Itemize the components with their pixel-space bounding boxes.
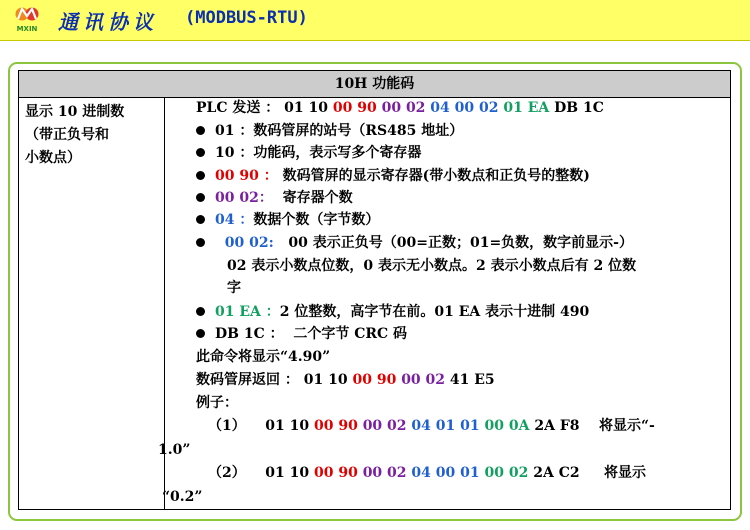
byte: 02 [405,100,426,116]
plc-send-line [196,98,604,118]
byte: 02 [387,418,407,434]
byte: 00 [313,465,334,481]
page-title: 通讯协议 [58,10,158,34]
byte: 04 [411,418,431,434]
byte: 41 [449,372,470,388]
plc-send-label: PLC 发送 ： [196,100,280,116]
byte: C2 [558,465,580,481]
bullet-icon [196,193,205,202]
bullet-item [196,210,379,230]
bullet-text: 功能码，表示写多个寄存器 [253,145,422,161]
byte: 01 [460,418,480,434]
table-header: 10H 功能码 [19,71,730,98]
byte: 00 [454,100,475,116]
byte: 01 [303,372,324,388]
example-label: 例子： [196,395,238,411]
byte: 02 [387,465,407,481]
reply-label: 数码管屏返回 ： [196,372,299,388]
bullet-code: 10 ： [215,145,254,161]
byte: 1C [583,100,604,116]
byte: 00 [484,465,504,481]
byte: 10 [289,418,310,434]
row-label-line: 显示 10 进制数 [25,104,125,120]
row-label [25,101,161,170]
bullet-code: 00 02: [224,235,274,251]
byte: 00 [381,100,402,116]
bullet-item [196,302,589,322]
example-text: 将显示“- [599,418,655,434]
bullet-code: 04 ： [215,212,254,228]
byte: 0A [508,418,530,434]
bullet-item [196,166,590,186]
bullet-text: 数码管屏的站号（RS485 地址） [253,123,464,139]
byte: 00 [484,418,504,434]
bullet-icon [196,307,205,316]
byte: 90 [376,372,397,388]
byte: 01 [265,418,285,434]
logo-text: MXIN [16,25,38,33]
example-number: （2） [208,465,246,481]
bullet-item [196,188,353,208]
byte: 01 [435,418,456,434]
byte: EA [527,100,550,116]
logo [12,4,42,36]
logo-icon [15,4,39,24]
byte: 2A [533,465,554,481]
byte: 01 [265,465,285,481]
byte: 90 [338,418,358,434]
bullet-text: 二个字节 CRC 码 [293,326,408,342]
example-text: 将显示 [603,465,646,481]
bullet-code: 00 90 ： [215,168,278,184]
bullet-text: 00 表示正负号（00=正数；01=负数，数字前显示-） [288,235,633,251]
byte: 01 [460,465,480,481]
byte: 00 [332,100,353,116]
reply-line [196,370,495,390]
page-subtitle: (MODBUS-RTU) [185,8,308,28]
example-2-continuation: “0.2” [162,489,203,505]
byte: 2A [534,418,555,434]
byte: F8 [559,418,580,434]
bullet-code: DB 1C ： [215,326,284,342]
bullet-item [196,143,421,163]
example-number: （1） [208,418,246,434]
bullet-icon [196,148,205,157]
byte: 02 [508,465,529,481]
byte: DB [554,100,579,116]
row-label-line: 小数点） [25,150,81,166]
byte: 01 [284,100,304,116]
bullet-code: 00 02： [215,190,273,206]
byte: 00 [313,418,334,434]
bullet-continuation: 02 表示小数点位数，0 表示无小数点。2 表示小数点后有 2 位数 [227,258,637,274]
bullet-code: 01 EA ： [215,304,280,320]
bullet-text: 数据个数（字节数） [253,212,380,228]
byte: 00 [362,465,383,481]
byte: 04 [430,100,450,116]
byte: 02 [479,100,499,116]
bullet-text: 寄存器个数 [282,190,353,206]
byte: 90 [338,465,358,481]
byte: 01 [503,100,523,116]
header-bar [0,0,750,41]
example-2 [208,463,646,483]
byte: 00 [352,372,372,388]
byte: E5 [474,372,495,388]
bullet-continuation: 字 [227,280,241,296]
byte: 04 [411,465,431,481]
bullet-code: 01 ： [215,123,254,139]
bullet-text: 2 位整数，高字节在前。01 EA 表示十进制 490 [279,304,590,320]
byte: 10 [308,100,328,116]
example-1 [208,416,655,436]
byte: 00 [362,418,383,434]
bullet-icon [196,171,205,180]
byte: 10 [328,372,348,388]
bullet-text: 数码管屏的显示寄存器(带小数点和正负号的整数) [282,168,590,184]
bullet-icon [196,126,205,135]
result-text: 此命令将显示“4.90” [196,349,331,365]
byte: 90 [357,100,377,116]
bullet-icon [196,238,205,247]
bullet-icon [196,215,205,224]
byte: 00 [435,465,456,481]
byte: 02 [425,372,446,388]
bullet-item [196,324,407,344]
example-1-continuation: 1.0” [158,442,191,458]
byte: 10 [289,465,310,481]
byte: 00 [401,372,421,388]
bullet-item [196,121,463,141]
bullet-icon [196,329,205,338]
bullet-item [196,233,633,253]
row-label-line: （带正负号和 [25,127,109,143]
